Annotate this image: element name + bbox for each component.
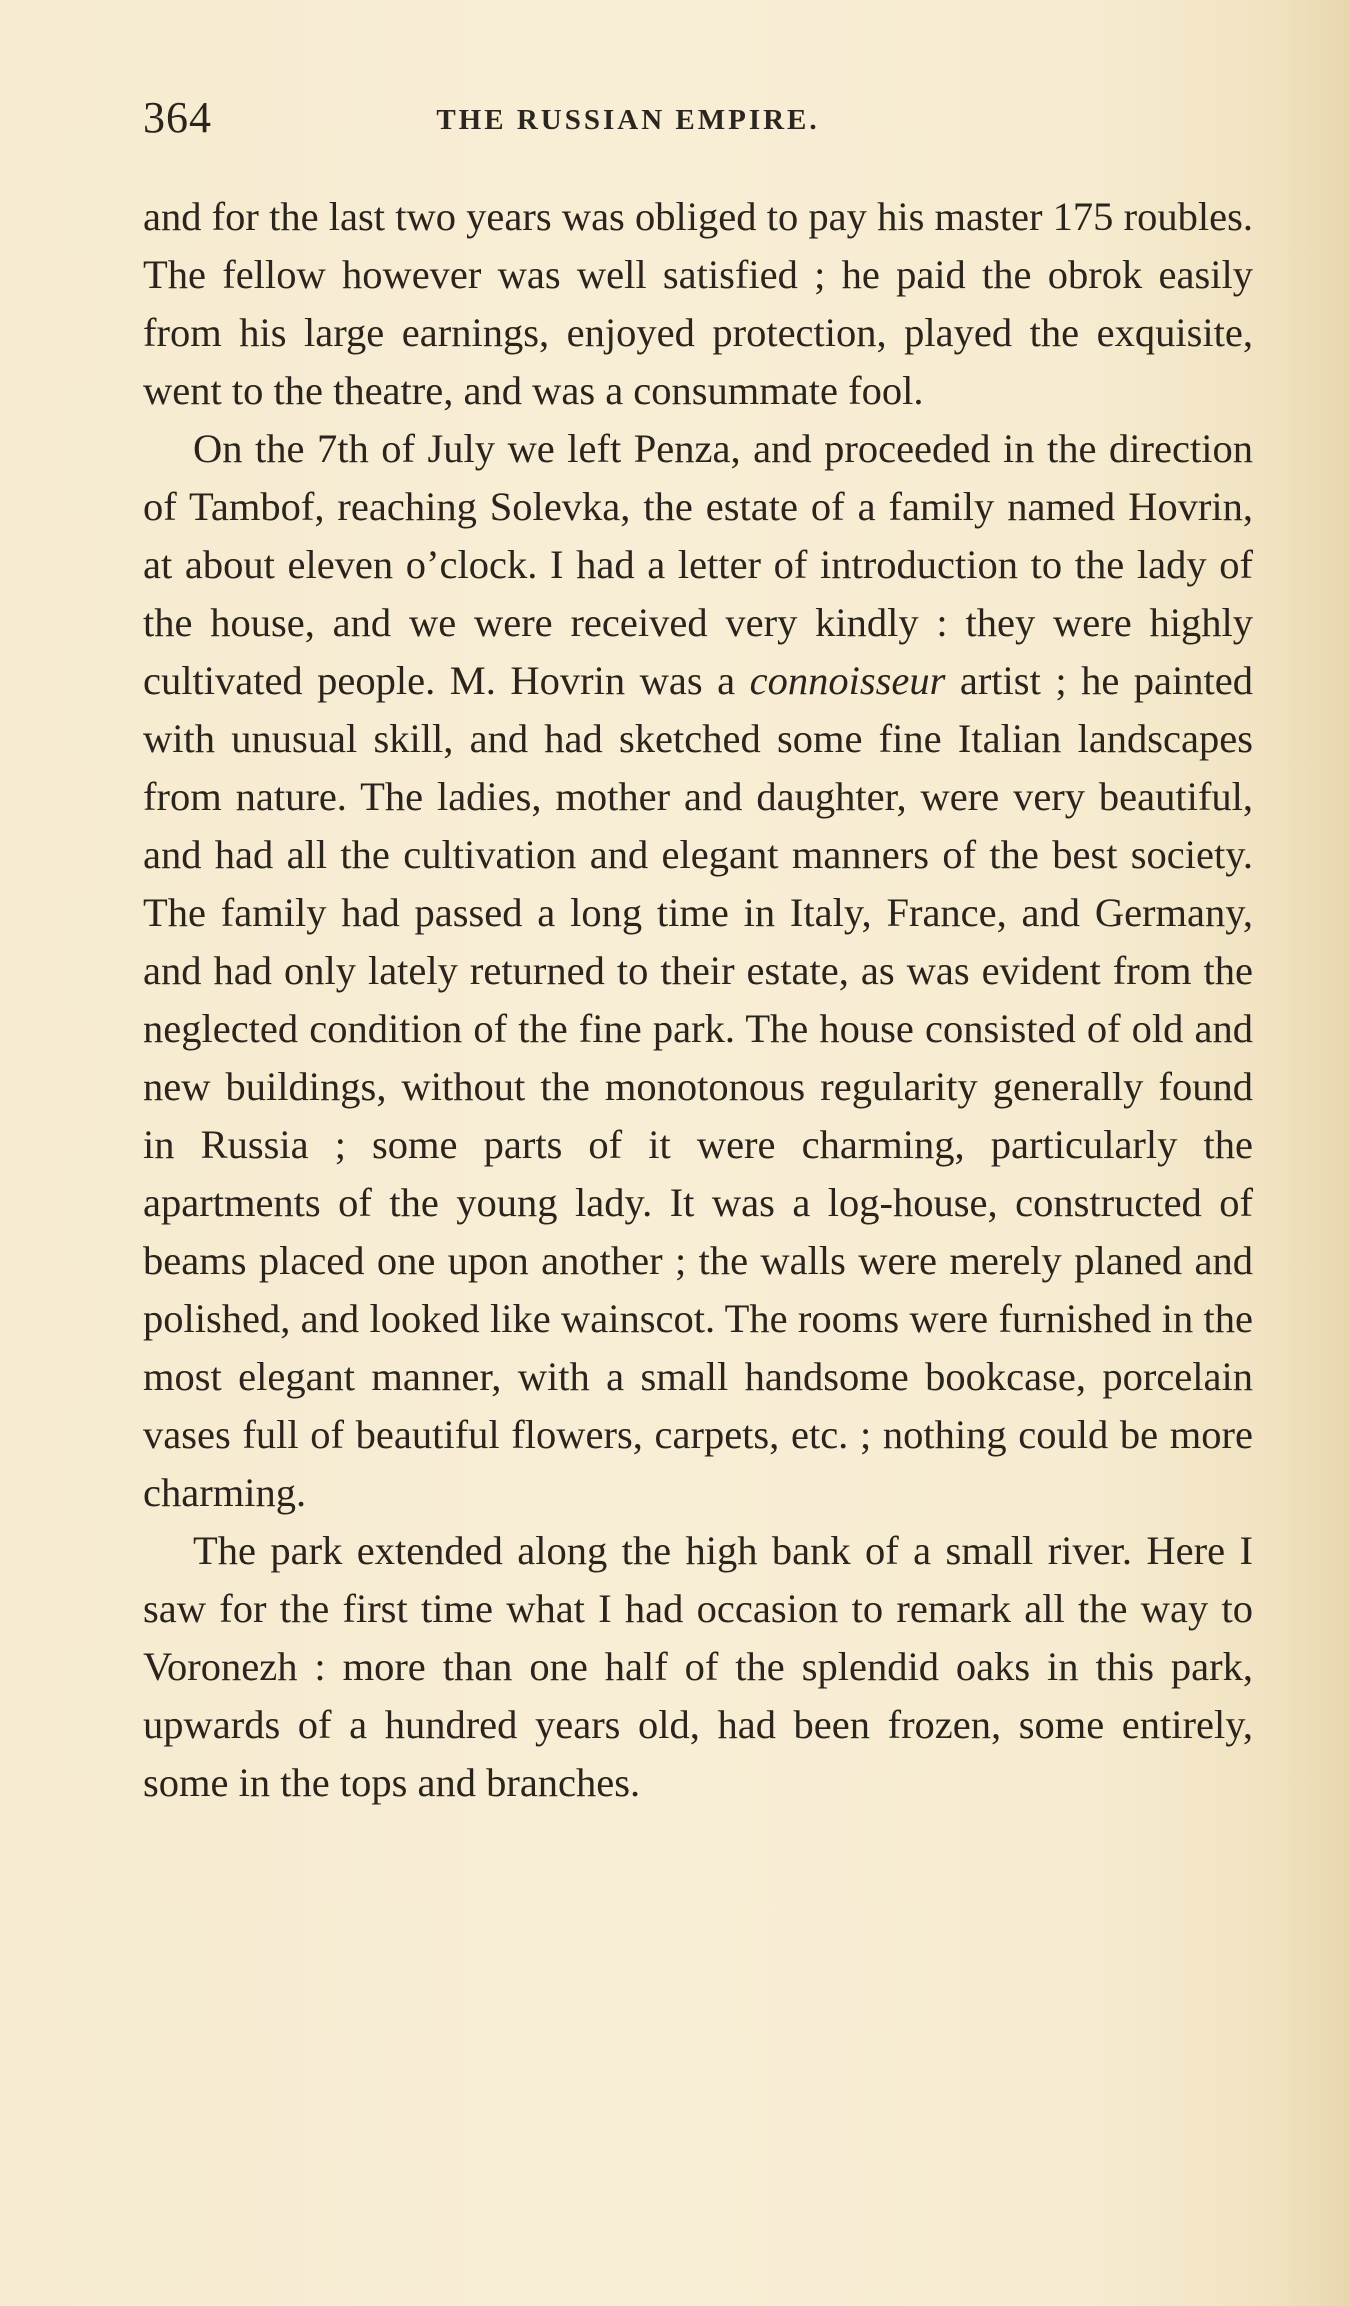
paragraph-park: The park extended along the high bank of a small river. Here I saw for the first time what I had occasion to remark all the way to Voronezh : more than one half of the splendid oaks in this park, upwards of a hundred years old, had been frozen, some entirely, some in the tops and branches. — [143, 1528, 1253, 1805]
running-title: THE RUSSIAN EMPIRE. — [436, 104, 820, 136]
paragraph-penza — [143, 420, 1253, 1522]
paragraph-penza-text-end: artist ; he painted with unusual skill, and had sketched some fine Italian landscapes from nature. The ladies, mother and daughter, were very beautiful, and had all the cultivation and elegant manners of the best society. The family had passed a long time in Italy, France, and Germany, and had only lately returned to their estate, as was evident from the neglected condition of the fine park. The house consisted of old and new buildings, without the monotonous regularity generally found in Russia ; some parts of it were charming, particularly the apartments of the young lady. It was a log-house, constructed of beams placed one upon another ; the walls were merely planed and polished, and looked like wainscot. The rooms were furnished in the most elegant manner, with a small handsome bookcase, porcelain vases full of beautiful flowers, carpets, etc. ; nothing could be more charming. — [143, 658, 1253, 1515]
paragraph-penza-text-start: On the 7th of July we left Penza, and proceeded in the direction of Tambof, reaching Solevka, the estate of a family named Hovrin, at about eleven o’clock. I had a letter of introduction to the lady of the house, and we were received very kindly : they were highly cultivated people. M. Hovrin was a — [143, 426, 1253, 703]
body-text — [143, 188, 1253, 1812]
running-head — [143, 92, 1253, 152]
italic-term-connoisseur: connoisseur — [749, 658, 946, 703]
paragraph-continued: and for the last two years was obliged to pay his master 175 roubles. The fellow however was well satisfied ; he paid the obrok easily from his large earnings, enjoyed protection, played the exquisite, went to the theatre, and was a consummate fool. — [143, 194, 1253, 413]
page-number: 364 — [143, 93, 212, 142]
